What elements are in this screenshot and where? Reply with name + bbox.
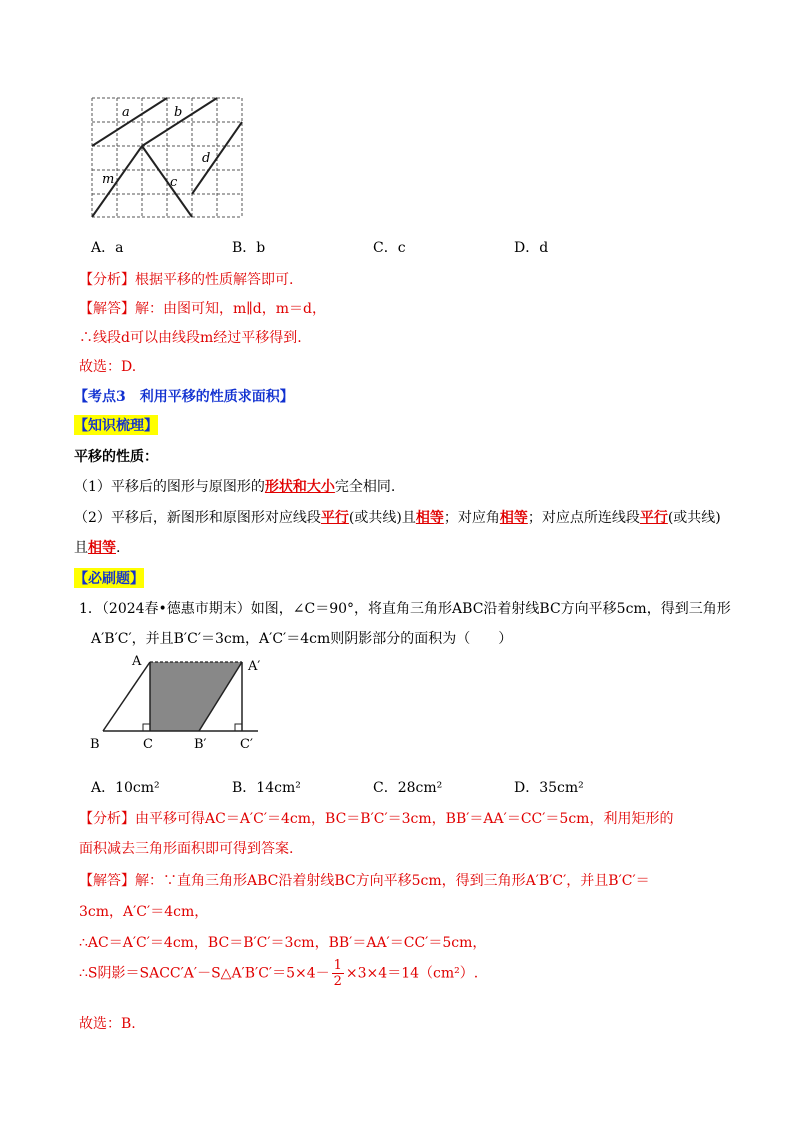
prop2-a: （2）平移后，新图形和原图形对应线段: [74, 510, 321, 526]
label-C-prime: C′: [240, 737, 253, 752]
q1-stem-line2: A′B′C′，并且B′C′＝3cm，A′C′＝4cm则阴影部分的面积为（ ）: [91, 631, 513, 647]
section-title: 【考点3 利用平移的性质求面积】: [74, 389, 294, 405]
fraction-half: [332, 958, 344, 989]
frac-numerator: 1: [333, 958, 342, 973]
must-tag: 【必刷题】: [74, 568, 144, 588]
prop2-i: (或共线): [667, 510, 721, 526]
q1-option-c: C．28cm²: [373, 780, 443, 796]
option-c: C．c: [373, 240, 406, 256]
q1-analysis-line2: 面积减去三角形面积即可得到答案.: [79, 841, 294, 857]
label-A: A: [132, 654, 142, 669]
props-heading: 平移的性质：: [74, 449, 158, 465]
triangle-translation-figure: [88, 652, 268, 756]
prop-1: [74, 476, 395, 496]
q1-option-b: B．14cm²: [232, 780, 301, 796]
knowledge-tag: 【知识梳理】: [74, 415, 158, 435]
option-a: A．a: [91, 240, 124, 256]
label-A-prime: A′: [248, 659, 261, 674]
segment-m: [92, 146, 142, 217]
q1-formula: [79, 958, 478, 989]
option-d: D．d: [514, 240, 549, 256]
q1-analysis-line1: 【分析】由平移可得AC＝A′C′＝4cm，BC＝B′C′＝3cm，BB′＝AA′＝CC′＝5cm，利用矩形的: [79, 811, 674, 827]
prop2-b: 平行: [320, 510, 349, 526]
q1-stem-line1: 1．（2024春•德惠市期末）如图，∠C＝90°，将直角三角形ABC沿着射线BC方向平移5cm，得到三角形: [79, 601, 731, 617]
q1-answer-line1: 【解答】解：∵直角三角形ABC沿着射线BC方向平移5cm，得到三角形A′B′C′，并且B′C′＝: [79, 873, 650, 889]
frac-denominator: 2: [333, 974, 342, 989]
prop2-c: (或共线)且: [348, 510, 416, 526]
q1-answer-line3: ∴AC＝A′C′＝4cm，BC＝B′C′＝3cm，BB′＝AA′＝CC′＝5cm，: [79, 935, 487, 951]
prev-analysis: 【分析】根据平移的性质解答即可.: [79, 272, 294, 288]
label-B: B: [90, 737, 100, 752]
prop2-f: 相等: [499, 510, 528, 526]
prop1-b: 形状和大小: [264, 479, 335, 495]
prop2-l: .: [116, 540, 121, 556]
prop2-j: 且: [74, 540, 88, 556]
prop-2: [74, 507, 721, 527]
prop1-c: 完全相同.: [334, 479, 396, 495]
q1-option-a: A．10cm²: [91, 780, 160, 796]
prop2-e: ；对应角: [443, 510, 500, 526]
prop-2-cont: [74, 537, 120, 557]
q1-option-d: D．35cm²: [514, 780, 584, 796]
prop2-h: 平行: [639, 510, 668, 526]
prev-conclusion: 故选：D.: [79, 359, 137, 375]
label-c: c: [170, 175, 178, 190]
option-b: B．b: [232, 240, 266, 256]
segment-c: [142, 146, 192, 217]
translation-grid-figure: [90, 96, 246, 220]
shaded-region: [150, 662, 242, 731]
label-b: b: [174, 105, 183, 120]
label-d: d: [202, 151, 211, 166]
label-m: m: [102, 172, 115, 187]
q1-conclusion: 故选：B.: [79, 1016, 136, 1032]
label-C: C: [143, 737, 153, 752]
prop1-a: （1）平移后的图形与原图形的: [74, 479, 265, 495]
prev-answer-line2: ∴线段d可以由线段m经过平移得到.: [79, 330, 302, 346]
label-a: a: [122, 105, 130, 120]
prop2-d: 相等: [415, 510, 444, 526]
prop2-k: 相等: [88, 540, 116, 556]
q1-answer-line2: 3cm，A′C′＝4cm，: [79, 904, 209, 920]
formula-left: ∴S阴影＝SACC′A′－S△A′B′C′＝5×4－: [79, 965, 330, 982]
label-B-prime: B′: [194, 737, 207, 752]
formula-right: ×3×4＝14（cm²）.: [345, 965, 479, 982]
prev-answer-line1: 【解答】解：由图可知，m∥d，m＝d，: [79, 301, 326, 317]
prop2-g: ；对应点所连线段: [527, 510, 640, 526]
